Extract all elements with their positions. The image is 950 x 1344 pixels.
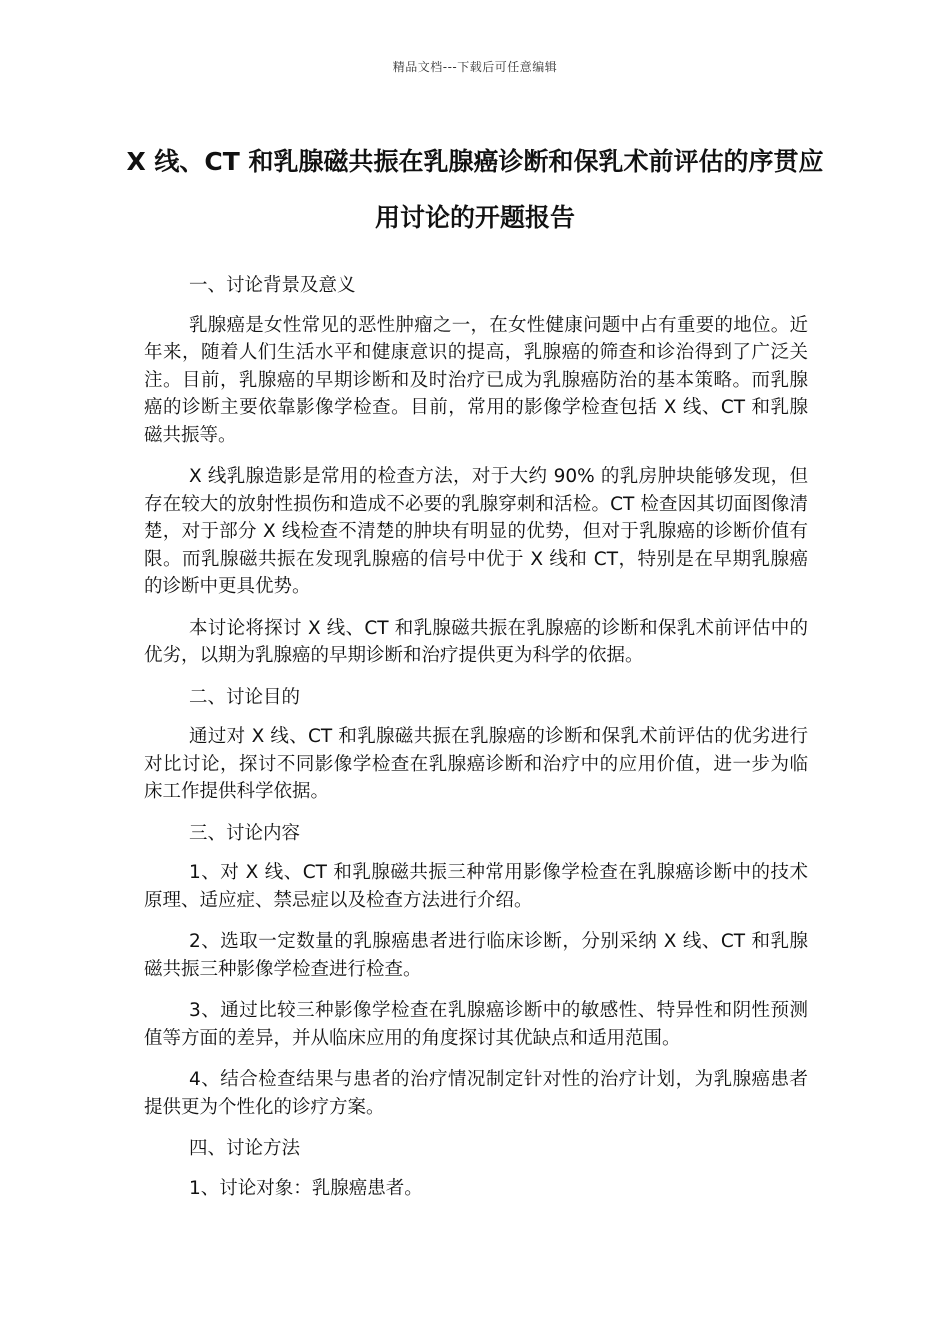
- method-item-1: 1、讨论对象：乳腺癌患者。: [189, 1177, 423, 1199]
- content-item-3: 3、通过比较三种影像学检查在乳腺癌诊断中的敏感性、特异性和阴性预测值等方面的差异，并从临床应用的角度探讨其优缺点和适用范围。: [144, 1000, 808, 1049]
- section-heading-background: 一、讨论背景及意义: [189, 275, 356, 296]
- document-body: [144, 272, 808, 1216]
- content-item-2: 2、选取一定数量的乳腺癌患者进行临床诊断，分别采纳 X 线、CT 和乳腺磁共振三种影像学检查进行检查。: [144, 931, 808, 980]
- section-heading-content: 三、讨论内容: [189, 822, 301, 844]
- section-heading-purpose: 二、讨论目的: [189, 686, 301, 708]
- paragraph-study-aim-summary: 本讨论将探讨 X 线、CT 和乳腺磁共振在乳腺癌的诊断和保乳术前评估中的优劣，以期为乳腺癌的早期诊断和治疗提供更为科学的依据。: [144, 617, 808, 666]
- paragraph-xray-ct-mri: X 线乳腺造影是常用的检查方法，对于大约 90% 的乳房肿块能够发现，但存在较大的放射性损伤和造成不必要的乳腺穿刺和活检。CT 检查因其切面图像清楚，对于部分 X 线检查不清楚的肿块有明显的优势，但对于乳腺癌的诊断价值有限。而乳腺磁共振在发现乳腺癌的信号中优于 X 线和 CT，特别是在早期乳腺癌的诊断中更具优势。: [144, 466, 808, 597]
- paragraph-background-intro: 乳腺癌是女性常见的恶性肿瘤之一，在女性健康问题中占有重要的地位。近年来，随着人们生活水平和健康意识的提高，乳腺癌的筛查和诊治得到了广泛关注。目前，乳腺癌的早期诊断和及时治疗已成为乳腺癌防治的基本策略。而乳腺癌的诊断主要依靠影像学检查。目前，常用的影像学检查包括 X 线、CT 和乳腺磁共振等。: [144, 314, 808, 446]
- content-item-4: 4、结合检查结果与患者的治疗情况制定针对性的治疗计划，为乳腺癌患者提供更为个性化的诊疗方案。: [144, 1069, 808, 1118]
- content-item-1: 1、对 X 线、CT 和乳腺磁共振三种常用影像学检查在乳腺癌诊断中的技术原理、适应症、禁忌症以及检查方法进行介绍。: [144, 862, 808, 911]
- section-heading-method: 四、讨论方法: [189, 1138, 301, 1159]
- paragraph-purpose: 通过对 X 线、CT 和乳腺磁共振在乳腺癌的诊断和保乳术前评估的优劣进行对比讨论，探讨不同影像学检查在乳腺癌诊断和治疗中的应用价值，进一步为临床工作提供科学依据。: [144, 726, 808, 802]
- header-note: 精品文档---下载后可任意编辑: [392, 60, 558, 74]
- document-title: X 线、CT 和乳腺磁共振在乳腺癌诊断和保乳术前评估的序贯应用讨论的开题报告: [126, 147, 824, 232]
